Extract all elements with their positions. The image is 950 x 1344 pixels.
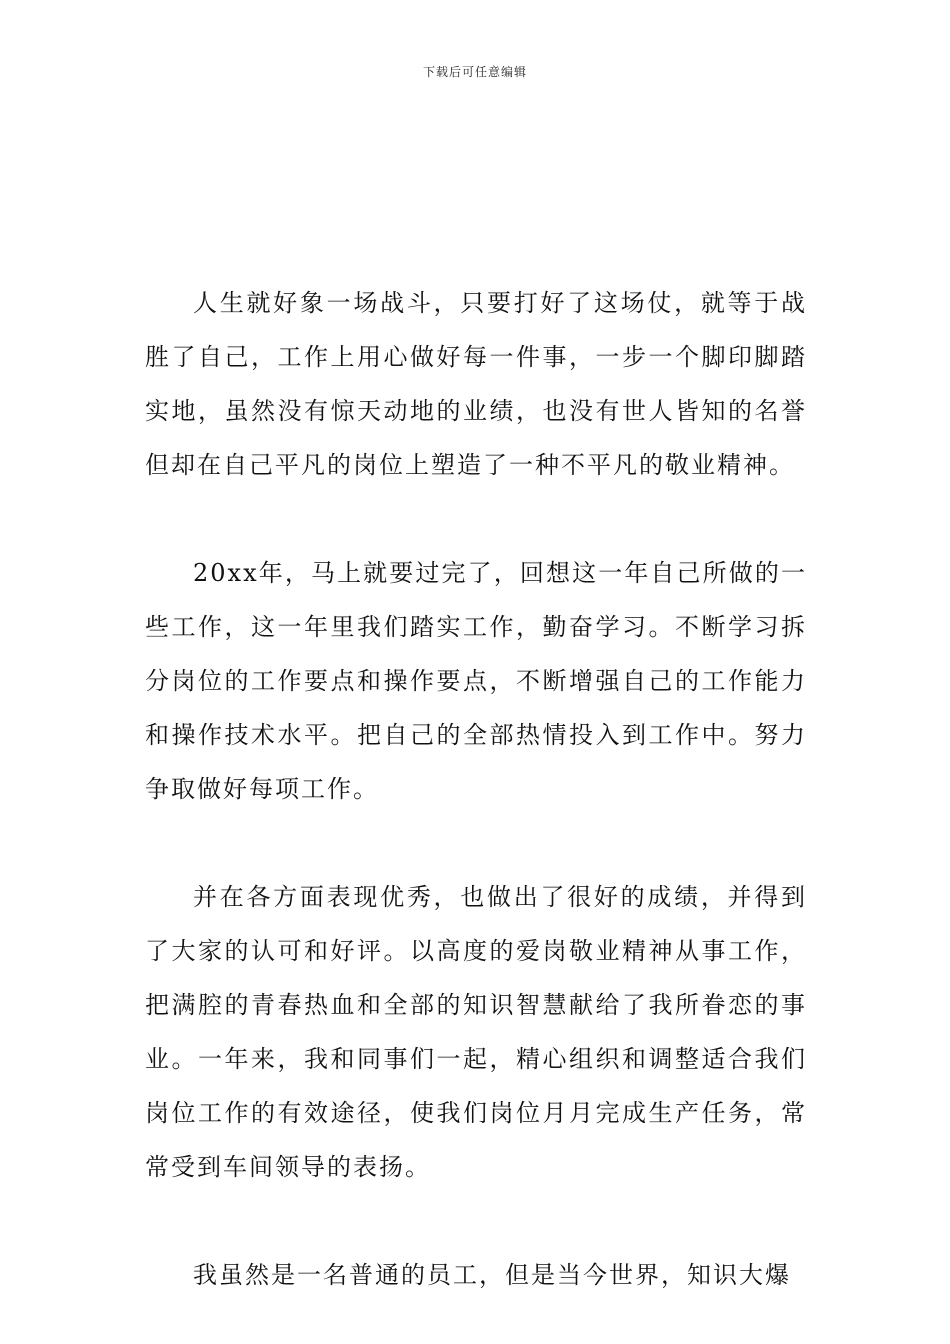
- paragraph-1: 人生就好象一场战斗，只要打好了这场仗，就等于战胜了自己，工作上用心做好每一件事，一步一个脚印脚踏实地，虽然没有惊天动地的业绩，也没有世人皆知的名誉但却在自己平凡的岗位上塑造了一种不平凡的敬业精神。: [145, 289, 807, 479]
- document-body: [145, 276, 807, 1302]
- page-header: 下载后可任意编辑: [422, 65, 527, 79]
- paragraph-2: 20xx年，马上就要过完了，回想这一年自己所做的一些工作，这一年里我们踏实工作，勤奋学习。不断学习拆分岗位的工作要点和操作要点，不断增强自己的工作能力和操作技术水平。把自己的全部热情投入到工作中。努力争取做好每项工作。: [145, 559, 807, 803]
- paragraph-4: 我虽然是一名普通的员工，但是当今世界，知识大爆: [193, 1261, 791, 1289]
- paragraph-3: 并在各方面表现优秀，也做出了很好的成绩，并得到了大家的认可和好评。以高度的爱岗敬业精神从事工作，把满腔的青春热血和全部的知识智慧献给了我所眷恋的事业。一年来，我和同事们一起，精心组织和调整适合我们岗位工作的有效途径，使我们岗位月月完成生产任务，常常受到车间领导的表扬。: [145, 883, 807, 1181]
